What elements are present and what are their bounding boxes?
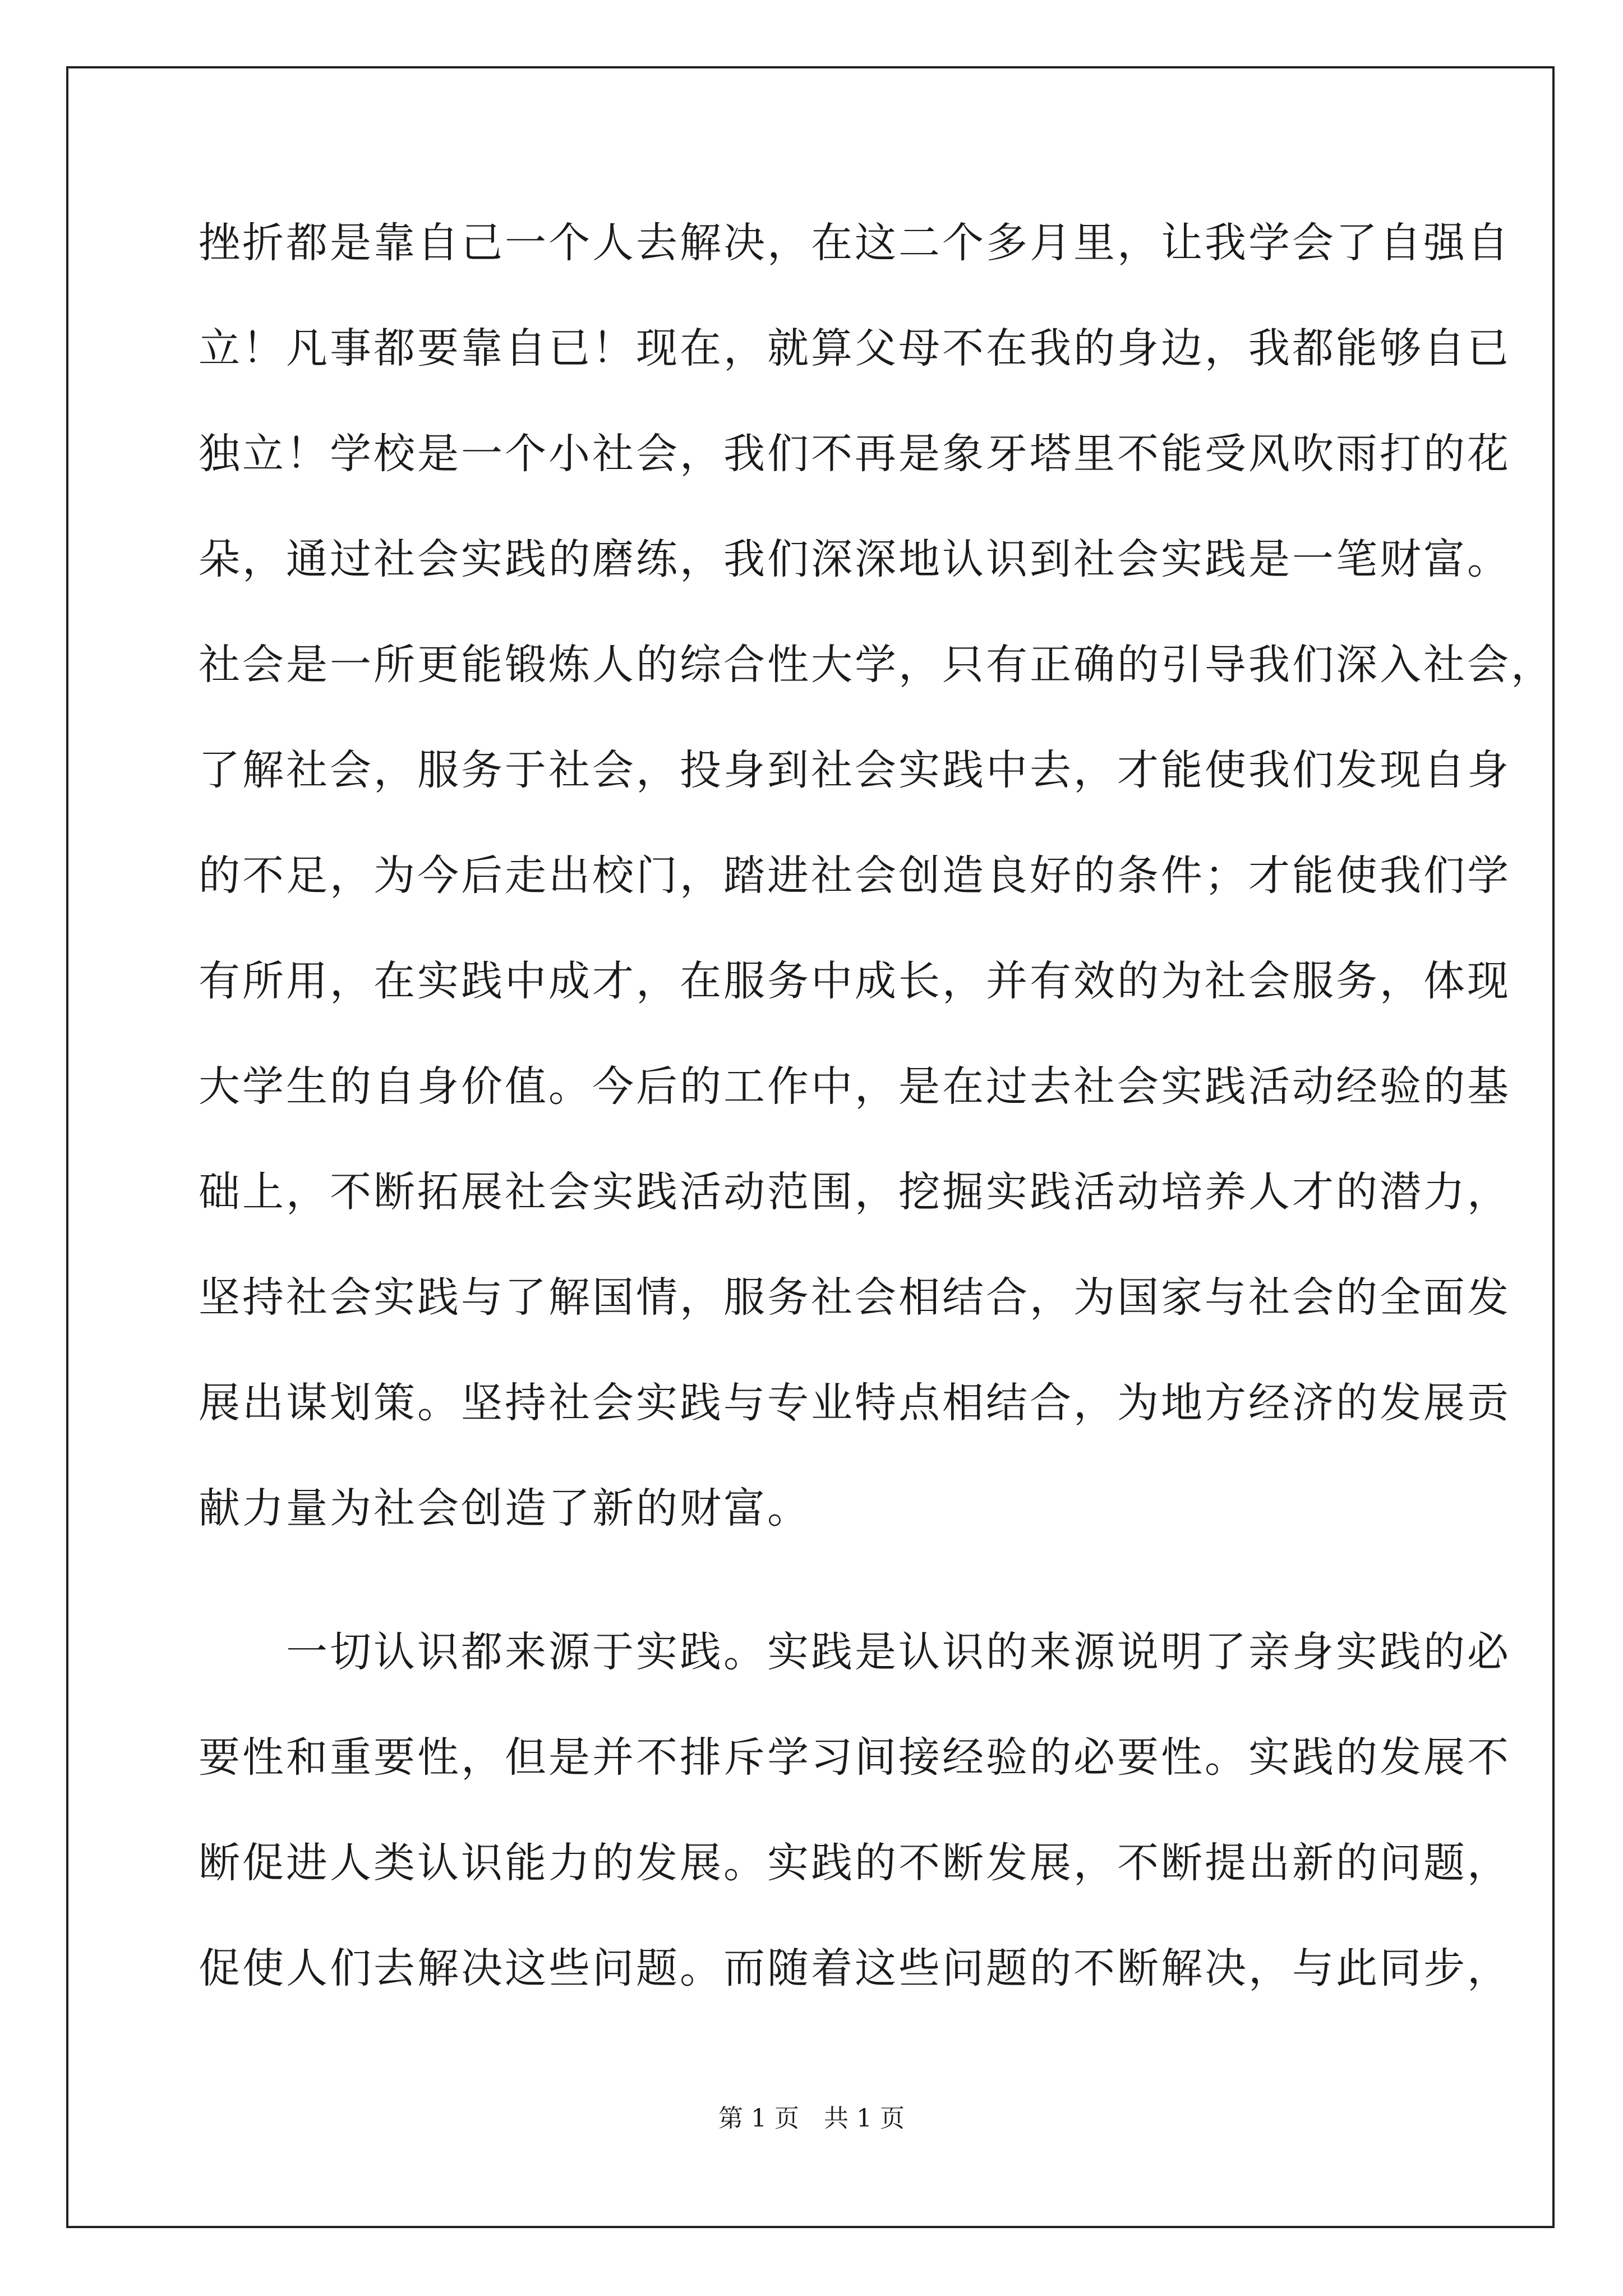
text-line: 了解社会，服务于社会，投身到社会实践中去，才能使我们发现自身 — [199, 746, 1511, 794]
paragraph-spacer — [199, 1580, 1432, 1618]
document-body — [199, 209, 1555, 2040]
text-line: 大学生的自身价值。今后的工作中，是在过去社会实践活动经验的基 — [199, 1062, 1511, 1111]
text-line: 展出谋划策。坚持社会实践与专业特点相结合，为地方经济的发展贡 — [199, 1379, 1511, 1427]
text-line: 坚持社会实践与了解国情，服务社会相结合，为国家与社会的全面发 — [199, 1273, 1511, 1322]
text-line: 断促进人类认识能力的发展。实践的不断发展，不断提出新的问题， — [199, 1839, 1511, 1887]
text-line: 有所用，在实践中成才，在服务中成长，并有效的为社会服务，体现 — [199, 957, 1511, 1005]
text-line: 社会是一所更能锻炼人的综合性大学，只有正确的引导我们深入社会， — [199, 641, 1555, 689]
text-line: 要性和重要性，但是并不排斥学习间接经验的必要性。实践的发展不 — [199, 1733, 1511, 1782]
text-line: 朵，通过社会实践的磨练，我们深深地认识到社会实践是一笔财富。 — [199, 535, 1511, 583]
text-line: 促使人们去解决这些问题。而随着这些问题的不断解决，与此同步， — [199, 1944, 1511, 1993]
page-number-footer: 第 1 页 共 1 页 — [718, 2104, 905, 2133]
text-line: 献力量为社会创造了新的财富。 — [199, 1484, 811, 1533]
text-line: 一切认识都来源于实践。实践是认识的来源说明了亲身实践的必 — [199, 1628, 1511, 1676]
paragraph-2 — [199, 1618, 1511, 2040]
text-line: 立！凡事都要靠自已！现在，就算父母不在我的身边，我都能够自已 — [199, 324, 1511, 372]
paragraph-1 — [199, 209, 1555, 1580]
text-line: 的不足，为今后走出校门，踏进社会创造良好的条件；才能使我们学 — [199, 852, 1511, 900]
text-line: 挫折都是靠自己一个人去解决，在这二个多月里，让我学会了自强自 — [199, 219, 1511, 267]
text-line: 础上，不断拓展社会实践活动范围，挖掘实践活动培养人才的潜力， — [199, 1168, 1511, 1216]
text-line: 独立！学校是一个小社会，我们不再是象牙塔里不能受风吹雨打的花 — [199, 430, 1511, 478]
